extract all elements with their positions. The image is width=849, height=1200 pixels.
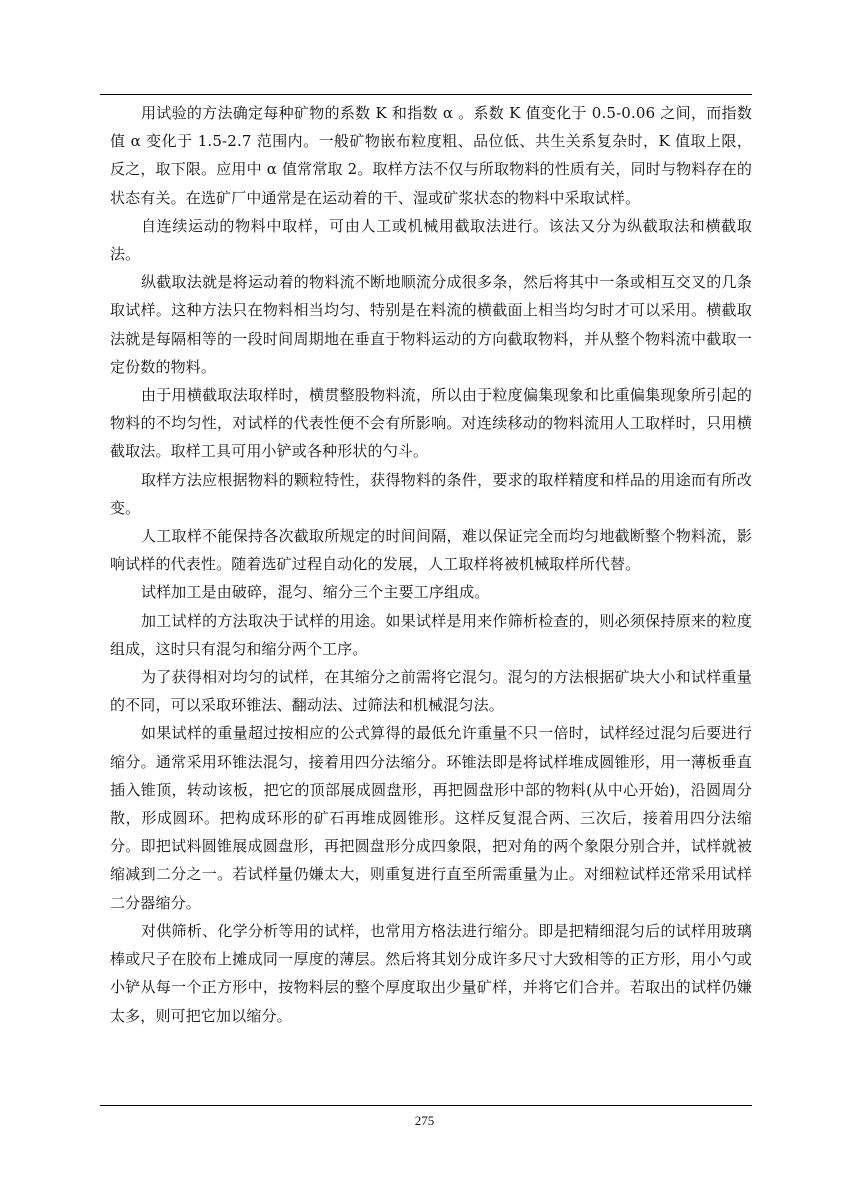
paragraph-7: 试样加工是由破碎，混匀、缩分三个主要工序组成。 — [141, 583, 490, 602]
paragraph-6: 人工取样不能保持各次截取所规定的时间间隔，难以保证完全而均匀地截断整个物料流，影响试样的代表性。随着选矿过程自动化的发展，人工取样将被机械取样所代替。 — [110, 527, 752, 574]
paragraph-2: 自连续运动的物料中取样，可由人工或机械用截取法进行。该法又分为纵截取法和横截取法。 — [110, 216, 752, 264]
page-body — [110, 99, 752, 1030]
paragraph-5: 取样方法应根据物料的颗粒特性，获得物料的条件，要求的取样精度和样品的用途而有所改变。 — [110, 470, 752, 517]
header-rule — [100, 94, 752, 95]
paragraph-10: 如果试样的重量超过按相应的公式算得的最低允许重量不只一倍时，试样经过混匀后要进行缩分。通常采用环锥法混匀，接着用四分法缩分。环锥法即是将试样堆成圆锥形，用一薄板垂直插入锥顶，转动该板，把它的顶部展成圆盘形，再把圆盘形中部的物料(从中心开始)，沿圆周分散，形成圆环。把构成环形的矿石再堆成圆锥形。这样反复混合两、三次后，接着用四分法缩分。即把试料圆锥展成圆盘形，再把圆盘形分成四象限，把对角的两个象限分别合并，试样就被缩减到二分之一。若试样量仍嫌太大，则重复进行直至所需重量为止。对细粒试样还常采用试样二分器缩分。 — [110, 724, 752, 912]
paragraph-3: 纵截取法就是将运动着的物料流不断地顺流分成很多条，然后将其中一条或相互交叉的几条取试样。这种方法只在物料相当均匀、特别是在料流的横截面上相当均匀时才可以采用。横截取法就是每隔相等的一段时间周期地在垂直于物料运动的方向截取物料，并从整个物料流中截取一定份数的物料。 — [110, 273, 752, 376]
paragraph-1: 用试验的方法确定每种矿物的系数 K 和指数 α 。系数 K 值变化于 0.5-0.06 之间，而指数值 α 变化于 1.5-2.7 范围内。一般矿物嵌布粒度粗、品位低、共生关系复杂时，K 值取上限，反之，取下限。应用中 α 值常常取 2。取样方法不仅与所取物料的性质有关，同时与物料存在的状态有关。在选矿厂中通常是在运动着的干、湿或矿浆状态的物料中采取试样。 — [110, 104, 752, 207]
page-number: 275 — [414, 1113, 435, 1128]
paragraph-9: 为了获得相对均匀的试样，在其缩分之前需将它混匀。混匀的方法根据矿块大小和试样重量的不同，可以采取环锥法、翻动法、过筛法和机械混匀法。 — [110, 668, 752, 715]
paragraph-8: 加工试样的方法取决于试样的用途。如果试样是用来作筛析检查的，则必须保持原来的粒度组成，这时只有混匀和缩分两个工序。 — [110, 611, 752, 658]
footer-rule — [100, 1105, 752, 1106]
paragraph-11: 对供筛析、化学分析等用的试样，也常用方格法进行缩分。即是把精细混匀后的试样用玻璃棒或尺子在胶布上摊成同一厚度的薄层。然后将其划分成许多尺寸大致相等的正方形，用小勺或小铲从每一个正方形中，按物料层的整个厚度取出少量矿样，并将它们合并。若取出的试样仍嫌太多，则可把它加以缩分。 — [110, 921, 752, 1025]
paragraph-4: 由于用横截取法取样时，横贯整股物料流，所以由于粒度偏集现象和比重偏集现象所引起的物料的不均匀性，对试样的代表性便不会有所影响。对连续移动的物料流用人工取样时，只用横截取法。取样工具可用小铲或各种形状的勺斗。 — [110, 386, 752, 461]
